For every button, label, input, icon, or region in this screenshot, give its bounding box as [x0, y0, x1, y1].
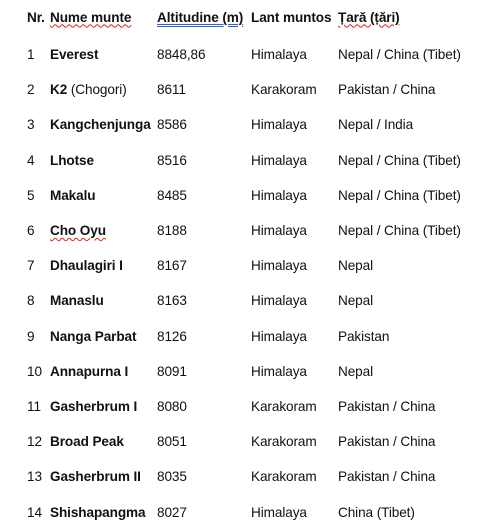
header-country-text: Țară (țări) [338, 9, 400, 25]
mountains-table [27, 0, 473, 530]
cell-range: Himalaya [251, 187, 307, 203]
mountain-name: Broad Peak [50, 434, 124, 450]
mountain-name: Manaslu [50, 293, 104, 309]
cell-altitude: 8611 [157, 82, 186, 98]
header-altitude-text: Altitudine (m) [157, 9, 244, 25]
cell-range: Himalaya [251, 293, 307, 309]
cell-range: Himalaya [251, 258, 307, 274]
header-name-text: Nume munte [50, 9, 132, 25]
cell-altitude: 8027 [157, 504, 187, 520]
mountain-name: Shishapangma [50, 504, 146, 520]
table-row [27, 37, 473, 72]
cell-name [50, 354, 157, 389]
cell-name [50, 213, 157, 248]
cell-nr: 6 [27, 223, 35, 239]
cell-nr: 1 [27, 47, 35, 63]
mountain-name: Everest [50, 47, 99, 63]
cell-name [50, 107, 157, 142]
cell-name [50, 143, 157, 178]
cell-name [50, 37, 157, 72]
cell-altitude: 8163 [157, 293, 187, 309]
header-range: Lant muntos [251, 9, 332, 25]
cell-name [50, 494, 157, 529]
cell-nr: 4 [27, 152, 35, 168]
cell-altitude: 8035 [157, 469, 187, 485]
mountain-name: Gasherbrum I [50, 398, 138, 414]
cell-altitude: 8080 [157, 398, 187, 414]
table-row [27, 283, 473, 318]
cell-altitude: 8485 [157, 187, 187, 203]
table-row [27, 424, 473, 459]
cell-country: Nepal / China (Tibet) [338, 223, 461, 239]
cell-country: Nepal / India [338, 117, 414, 133]
cell-range: Himalaya [251, 223, 307, 239]
mountain-name: Gasherbrum II [50, 469, 141, 485]
cell-nr: 5 [27, 187, 35, 203]
cell-altitude: 8126 [157, 328, 187, 344]
mountain-alt-name: (Chogori) [67, 82, 127, 98]
cell-nr: 3 [27, 117, 35, 133]
cell-altitude: 8586 [157, 117, 187, 133]
cell-range: Himalaya [251, 328, 307, 344]
table-row [27, 494, 473, 529]
cell-range: Karakoram [251, 434, 317, 450]
cell-country: Pakistan / China [338, 434, 436, 450]
table-row [27, 248, 473, 283]
mountain-name: Lhotse [50, 152, 94, 168]
cell-name [50, 283, 157, 318]
mountain-name: Nanga Parbat [50, 328, 137, 344]
cell-name [50, 389, 157, 424]
cell-range: Himalaya [251, 117, 307, 133]
header-altitude [157, 0, 251, 37]
mountain-name: Makalu [50, 187, 96, 203]
cell-country: Pakistan [338, 328, 390, 344]
cell-country: Nepal / China (Tibet) [338, 152, 461, 168]
cell-altitude: 8516 [157, 152, 187, 168]
cell-country: Nepal [338, 363, 374, 379]
cell-country: Nepal / China (Tibet) [338, 187, 461, 203]
mountain-name: Kangchenjunga [50, 117, 151, 133]
table-row [27, 213, 473, 248]
cell-name [50, 459, 157, 494]
cell-range: Karakoram [251, 398, 317, 414]
cell-nr: 7 [27, 258, 35, 274]
cell-name [50, 178, 157, 213]
cell-country: Pakistan / China [338, 82, 436, 98]
cell-range: Himalaya [251, 504, 307, 520]
table-header-row [27, 0, 473, 37]
cell-country: Pakistan / China [338, 398, 436, 414]
cell-altitude: 8848,86 [157, 47, 206, 63]
cell-altitude: 8188 [157, 223, 187, 239]
cell-nr: 2 [27, 82, 35, 98]
cell-altitude: 8091 [157, 363, 187, 379]
table-row [27, 319, 473, 354]
header-name [50, 0, 157, 37]
table-row [27, 459, 473, 494]
cell-nr: 8 [27, 293, 35, 309]
cell-name [50, 319, 157, 354]
cell-nr: 13 [27, 469, 42, 485]
table-row [27, 354, 473, 389]
cell-name [50, 424, 157, 459]
cell-nr: 9 [27, 328, 35, 344]
cell-nr: 11 [27, 398, 41, 414]
cell-altitude: 8167 [157, 258, 187, 274]
cell-nr: 14 [27, 504, 42, 520]
cell-nr: 10 [27, 363, 42, 379]
table-row [27, 72, 473, 107]
header-nr: Nr. [27, 9, 45, 25]
cell-range: Karakoram [251, 82, 317, 98]
mountain-name: Dhaulagiri I [50, 258, 123, 274]
cell-country: Nepal [338, 258, 374, 274]
cell-range: Himalaya [251, 152, 307, 168]
cell-name [50, 72, 157, 107]
mountain-name: K2 [50, 82, 68, 98]
mountain-name: Annapurna I [50, 363, 129, 379]
cell-name [50, 248, 157, 283]
table-row [27, 143, 473, 178]
mountain-name: Cho Oyu [50, 223, 106, 239]
table-body [27, 37, 473, 530]
cell-nr: 12 [27, 434, 42, 450]
cell-range: Himalaya [251, 47, 307, 63]
cell-range: Karakoram [251, 469, 317, 485]
cell-country: Pakistan / China [338, 469, 436, 485]
table-row [27, 389, 473, 424]
cell-altitude: 8051 [157, 434, 187, 450]
header-country [338, 0, 473, 37]
cell-country: China (Tibet) [338, 504, 415, 520]
cell-country: Nepal / China (Tibet) [338, 47, 461, 63]
cell-country: Nepal [338, 293, 374, 309]
table-row [27, 178, 473, 213]
table-row [27, 107, 473, 142]
cell-range: Himalaya [251, 363, 307, 379]
